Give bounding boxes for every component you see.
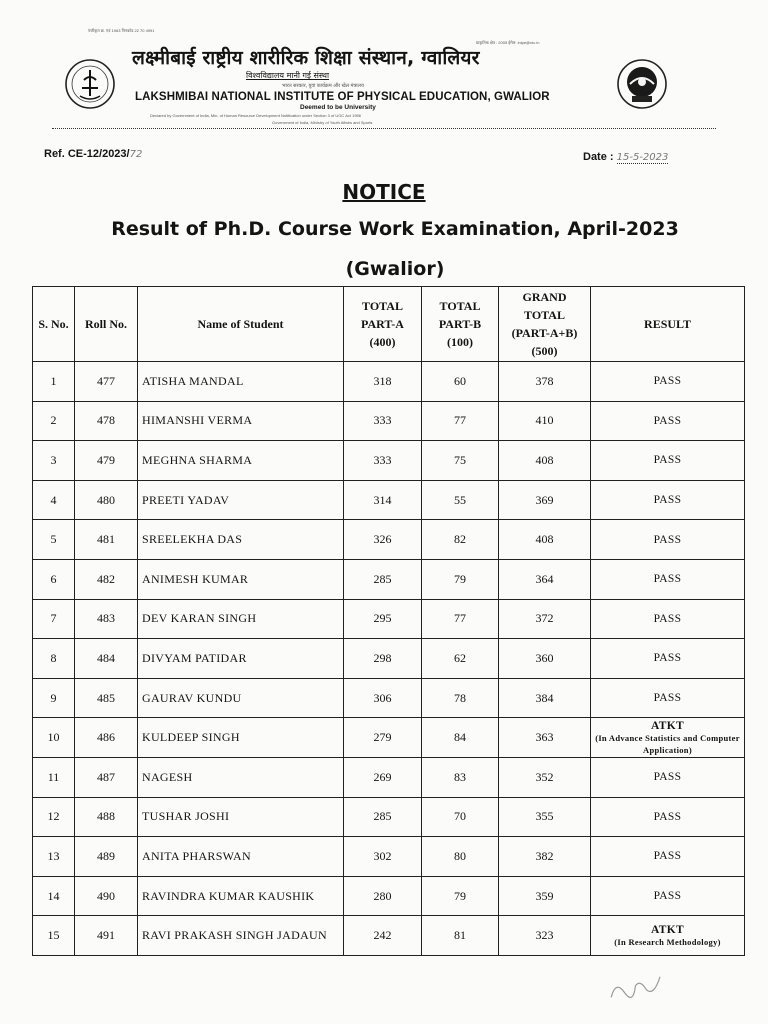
institute-emblem-left-icon <box>64 58 116 115</box>
cell-part-a: 295 <box>344 599 422 639</box>
cell-name: HIMANSHI VERMA <box>138 401 344 441</box>
cell-sno: 1 <box>33 362 75 402</box>
cell-result: PASS <box>591 480 745 520</box>
cell-sno: 4 <box>33 480 75 520</box>
signature-scribble <box>603 966 669 1012</box>
date-handwritten: 15-5-2023 <box>616 152 669 163</box>
cell-part-a: 242 <box>344 916 422 956</box>
cell-result: PASS <box>591 559 745 599</box>
deemed-university-line: Deemed to be University <box>300 104 376 111</box>
table-row <box>33 797 745 837</box>
cell-result: PASS <box>591 401 745 441</box>
declaration-line: Declared by Government of India, Min. of Human Resource Development Notification under Section 3 of UGC Act 1956 <box>150 113 361 118</box>
cell-roll: 480 <box>75 480 138 520</box>
cell-roll: 486 <box>75 718 138 758</box>
result-table <box>32 286 745 956</box>
table-row <box>33 559 745 599</box>
cell-name: ANIMESH KUMAR <box>138 559 344 599</box>
cell-name: NAGESH <box>138 757 344 797</box>
cell-part-b: 79 <box>422 559 499 599</box>
cell-result: PASS <box>591 797 745 837</box>
reference-handwritten: 72 <box>129 149 143 160</box>
cell-roll: 481 <box>75 520 138 560</box>
cell-part-b: 62 <box>422 639 499 679</box>
cell-sno: 6 <box>33 559 75 599</box>
letterhead <box>0 0 768 140</box>
cell-part-a: 302 <box>344 837 422 877</box>
notice-place: (Gwalior) <box>345 258 445 280</box>
cell-part-b: 77 <box>422 401 499 441</box>
cell-name: RAVI PRAKASH SINGH JADAUN <box>138 916 344 956</box>
cell-result: PASS <box>591 757 745 797</box>
cell-sno: 12 <box>33 797 75 837</box>
cell-roll: 478 <box>75 401 138 441</box>
cell-part-b: 79 <box>422 876 499 916</box>
result-status: ATKT <box>651 923 684 936</box>
cell-part-b: 82 <box>422 520 499 560</box>
cell-result <box>591 718 745 758</box>
cell-grand-total: 408 <box>499 520 591 560</box>
cell-part-b: 80 <box>422 837 499 877</box>
cell-roll: 482 <box>75 559 138 599</box>
cell-grand-total: 360 <box>499 639 591 679</box>
cell-sno: 10 <box>33 718 75 758</box>
cell-roll: 490 <box>75 876 138 916</box>
cell-roll: 479 <box>75 441 138 481</box>
cell-name: MEGHNA SHARMA <box>138 441 344 481</box>
cell-sno: 2 <box>33 401 75 441</box>
table-row <box>33 599 745 639</box>
header-name: Name of Student <box>138 287 344 362</box>
cell-name: KULDEEP SINGH <box>138 718 344 758</box>
table-row <box>33 362 745 402</box>
cell-sno: 3 <box>33 441 75 481</box>
cell-part-a: 280 <box>344 876 422 916</box>
cell-grand-total: 382 <box>499 837 591 877</box>
cell-result: PASS <box>591 441 745 481</box>
result-note: (In Advance Statistics and Computer Application) <box>595 732 740 755</box>
cell-roll: 487 <box>75 757 138 797</box>
cell-part-a: 298 <box>344 639 422 679</box>
cell-sno: 9 <box>33 678 75 718</box>
cell-name: PREETI YADAV <box>138 480 344 520</box>
cell-result: PASS <box>591 837 745 877</box>
cell-roll: 488 <box>75 797 138 837</box>
cell-sno: 5 <box>33 520 75 560</box>
cell-part-b: 83 <box>422 757 499 797</box>
header-grand-total: GRAND TOTAL (PART-A+B) (500) <box>499 287 591 362</box>
institute-subtitle-hindi: विश्वविद्यालय मानी गई संस्था <box>246 71 330 80</box>
cell-grand-total: 410 <box>499 401 591 441</box>
cell-grand-total: 364 <box>499 559 591 599</box>
cell-part-b: 78 <box>422 678 499 718</box>
header-roll: Roll No. <box>75 287 138 362</box>
cell-sno: 7 <box>33 599 75 639</box>
cell-name: RAVINDRA KUMAR KAUSHIK <box>138 876 344 916</box>
date-label: Date : <box>583 151 617 163</box>
cell-part-a: 306 <box>344 678 422 718</box>
cell-part-a: 326 <box>344 520 422 560</box>
notice-subject: Result of Ph.D. Course Work Examination, April-2023 <box>111 218 679 240</box>
cell-part-a: 285 <box>344 797 422 837</box>
institute-name-hindi: लक्ष्मीबाई राष्ट्रीय शारीरिक शिक्षा संस्थान, ग्वालियर <box>132 47 480 69</box>
table-row <box>33 678 745 718</box>
cell-grand-total: 355 <box>499 797 591 837</box>
cell-part-b: 60 <box>422 362 499 402</box>
notice-heading: NOTICE <box>342 180 426 204</box>
cell-part-a: 279 <box>344 718 422 758</box>
cell-roll: 483 <box>75 599 138 639</box>
cell-name: TUSHAR JOSHI <box>138 797 344 837</box>
cell-name: ATISHA MANDAL <box>138 362 344 402</box>
table-row <box>33 639 745 679</box>
cell-grand-total: 372 <box>499 599 591 639</box>
cell-name: ANITA PHARSWAN <box>138 837 344 877</box>
cell-part-a: 285 <box>344 559 422 599</box>
header-sno: S. No. <box>33 287 75 362</box>
table-row <box>33 480 745 520</box>
cell-grand-total: 384 <box>499 678 591 718</box>
cell-result: PASS <box>591 362 745 402</box>
cell-sno: 15 <box>33 916 75 956</box>
cell-part-b: 77 <box>422 599 499 639</box>
cell-name: GAURAV KUNDU <box>138 678 344 718</box>
cell-result: PASS <box>591 678 745 718</box>
cell-part-a: 333 <box>344 441 422 481</box>
cell-grand-total: 378 <box>499 362 591 402</box>
cell-roll: 485 <box>75 678 138 718</box>
cell-part-a: 318 <box>344 362 422 402</box>
header-divider <box>52 128 716 129</box>
reference-number <box>44 148 142 160</box>
cell-roll: 477 <box>75 362 138 402</box>
table-row <box>33 441 745 481</box>
cell-sno: 11 <box>33 757 75 797</box>
registration-line: पंजीकृत क्र. एवं 1963 पिनकोड 22 70 4991 <box>88 28 155 33</box>
table-row <box>33 837 745 877</box>
cell-part-b: 81 <box>422 916 499 956</box>
cell-sno: 13 <box>33 837 75 877</box>
result-note: (In Research Methodology) <box>614 936 721 947</box>
cell-sno: 8 <box>33 639 75 679</box>
cell-part-a: 333 <box>344 401 422 441</box>
table-row <box>33 718 745 758</box>
cell-part-b: 70 <box>422 797 499 837</box>
table-row <box>33 520 745 560</box>
table-row <box>33 916 745 956</box>
cell-result: PASS <box>591 876 745 916</box>
cell-grand-total: 363 <box>499 718 591 758</box>
institute-name-english: LAKSHMIBAI NATIONAL INSTITUTE OF PHYSICAL EDUCATION, GWALIOR <box>135 91 550 103</box>
table-row <box>33 401 745 441</box>
cell-result: PASS <box>591 520 745 560</box>
cell-part-b: 75 <box>422 441 499 481</box>
cell-grand-total: 408 <box>499 441 591 481</box>
cell-roll: 491 <box>75 916 138 956</box>
cell-result: PASS <box>591 639 745 679</box>
cell-grand-total: 359 <box>499 876 591 916</box>
contact-line: प्राकृतिक क्षेत्र : 2005 ईमेल: lnipe@nic.in <box>476 40 540 45</box>
result-status: ATKT <box>651 719 684 732</box>
table-row <box>33 757 745 797</box>
cell-part-b: 55 <box>422 480 499 520</box>
cell-name: DIVYAM PATIDAR <box>138 639 344 679</box>
cell-name: SREELEKHA DAS <box>138 520 344 560</box>
cell-grand-total: 369 <box>499 480 591 520</box>
cell-sno: 14 <box>33 876 75 916</box>
cell-result <box>591 916 745 956</box>
cell-name: DEV KARAN SINGH <box>138 599 344 639</box>
gov-line-hindi: भारत सरकार, युवा कार्यक्रम और खेल मंत्रालय <box>282 83 364 89</box>
cell-result: PASS <box>591 599 745 639</box>
cell-grand-total: 323 <box>499 916 591 956</box>
cell-part-a: 314 <box>344 480 422 520</box>
table-row <box>33 876 745 916</box>
cell-roll: 489 <box>75 837 138 877</box>
institute-emblem-right-icon <box>616 58 668 115</box>
header-result: RESULT <box>591 287 745 362</box>
table-header-row <box>33 287 745 362</box>
ministry-line: Government of India, Ministry of Youth Affairs and Sports <box>272 120 373 125</box>
reference-label: Ref. CE-12/2023/ <box>44 148 130 160</box>
header-part-a: TOTAL PART-A (400) <box>344 287 422 362</box>
cell-part-b: 84 <box>422 718 499 758</box>
cell-part-a: 269 <box>344 757 422 797</box>
header-part-b: TOTAL PART-B (100) <box>422 287 499 362</box>
cell-roll: 484 <box>75 639 138 679</box>
notice-date <box>583 151 668 163</box>
cell-grand-total: 352 <box>499 757 591 797</box>
